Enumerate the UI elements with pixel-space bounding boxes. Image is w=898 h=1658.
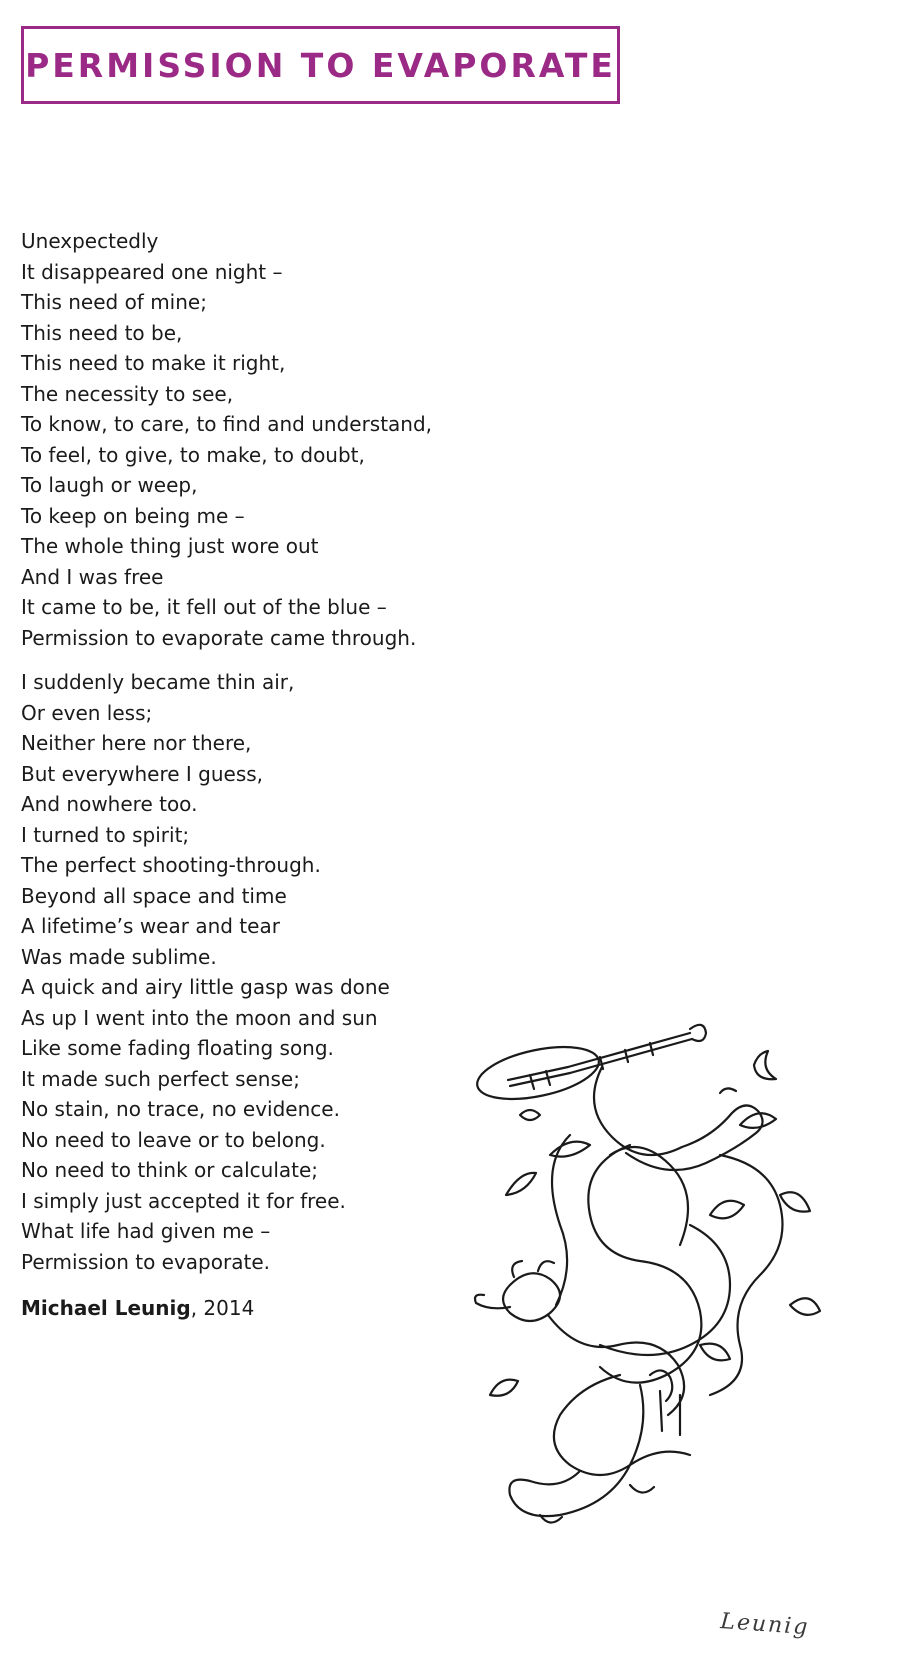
poem-line: Unexpectedly <box>21 229 159 253</box>
poem-line: No need to think or calculate; <box>21 1158 319 1182</box>
poem-line: I turned to spirit; <box>21 822 190 847</box>
poem-line: I suddenly became thin air, <box>21 670 295 694</box>
poem <box>21 226 432 1323</box>
credit-year: , 2014 <box>190 1296 255 1320</box>
poem-line: This need to be, <box>21 320 183 345</box>
poem-line: To know, to care, to find and understand, <box>21 412 433 436</box>
poem-line: To feel, to give, to make, to doubt, <box>21 442 365 467</box>
poem-line: To keep on being me – <box>21 503 245 528</box>
poem-line: Permission to evaporate came through. <box>21 625 417 650</box>
stanza-1 <box>21 226 432 653</box>
title-box <box>21 26 620 104</box>
poem-line: Like some fading floating song. <box>21 1036 334 1060</box>
poem-line: No stain, no trace, no evidence. <box>21 1097 340 1121</box>
poem-line: Was made sublime. <box>21 944 217 969</box>
poem-line: Beyond all space and time <box>21 883 287 908</box>
poem-line: I simply just accepted it for free. <box>21 1188 346 1213</box>
poem-line: It came to be, it fell out of the blue – <box>21 595 387 619</box>
poem-line: And nowhere too. <box>21 792 198 816</box>
poem-line: A lifetime’s wear and tear <box>21 914 280 938</box>
poem-line: The necessity to see, <box>21 381 234 406</box>
poem-line: The whole thing just wore out <box>21 534 319 558</box>
poem-line: No need to leave or to belong. <box>21 1127 326 1152</box>
poem-line: The perfect shooting-through. <box>21 853 321 877</box>
illustration <box>450 1045 870 1645</box>
poem-line: Or even less; <box>21 700 153 725</box>
poem-line: This need of mine; <box>21 290 207 314</box>
poem-line: It disappeared one night – <box>21 259 283 284</box>
poem-line: Neither here nor there, <box>21 731 252 755</box>
poem-line: It made such perfect sense; <box>21 1066 300 1091</box>
credit-line <box>21 1293 432 1323</box>
page-title: PERMISSION TO EVAPORATE <box>25 45 616 85</box>
poem-line: A quick and airy little gasp was done <box>21 975 390 999</box>
poem-line: As up I went into the moon and sun <box>21 1005 378 1030</box>
signature-image <box>719 1598 811 1641</box>
figures-drawing <box>475 1067 783 1523</box>
poem-line: Permission to evaporate. <box>21 1249 270 1274</box>
poem-line: This need to make it right, <box>21 351 286 375</box>
poem-line: To laugh or weep, <box>21 473 198 497</box>
poem-line: And I was free <box>21 564 164 589</box>
moon-drawing <box>754 1051 776 1079</box>
author-name: Michael Leunig <box>21 1296 191 1320</box>
stanza-2 <box>21 667 432 1277</box>
guitar-drawing <box>473 1025 706 1109</box>
poem-line: What life had given me – <box>21 1219 271 1243</box>
signature-text: Leunig <box>719 1609 811 1641</box>
poem-line: But everywhere I guess, <box>21 761 264 786</box>
